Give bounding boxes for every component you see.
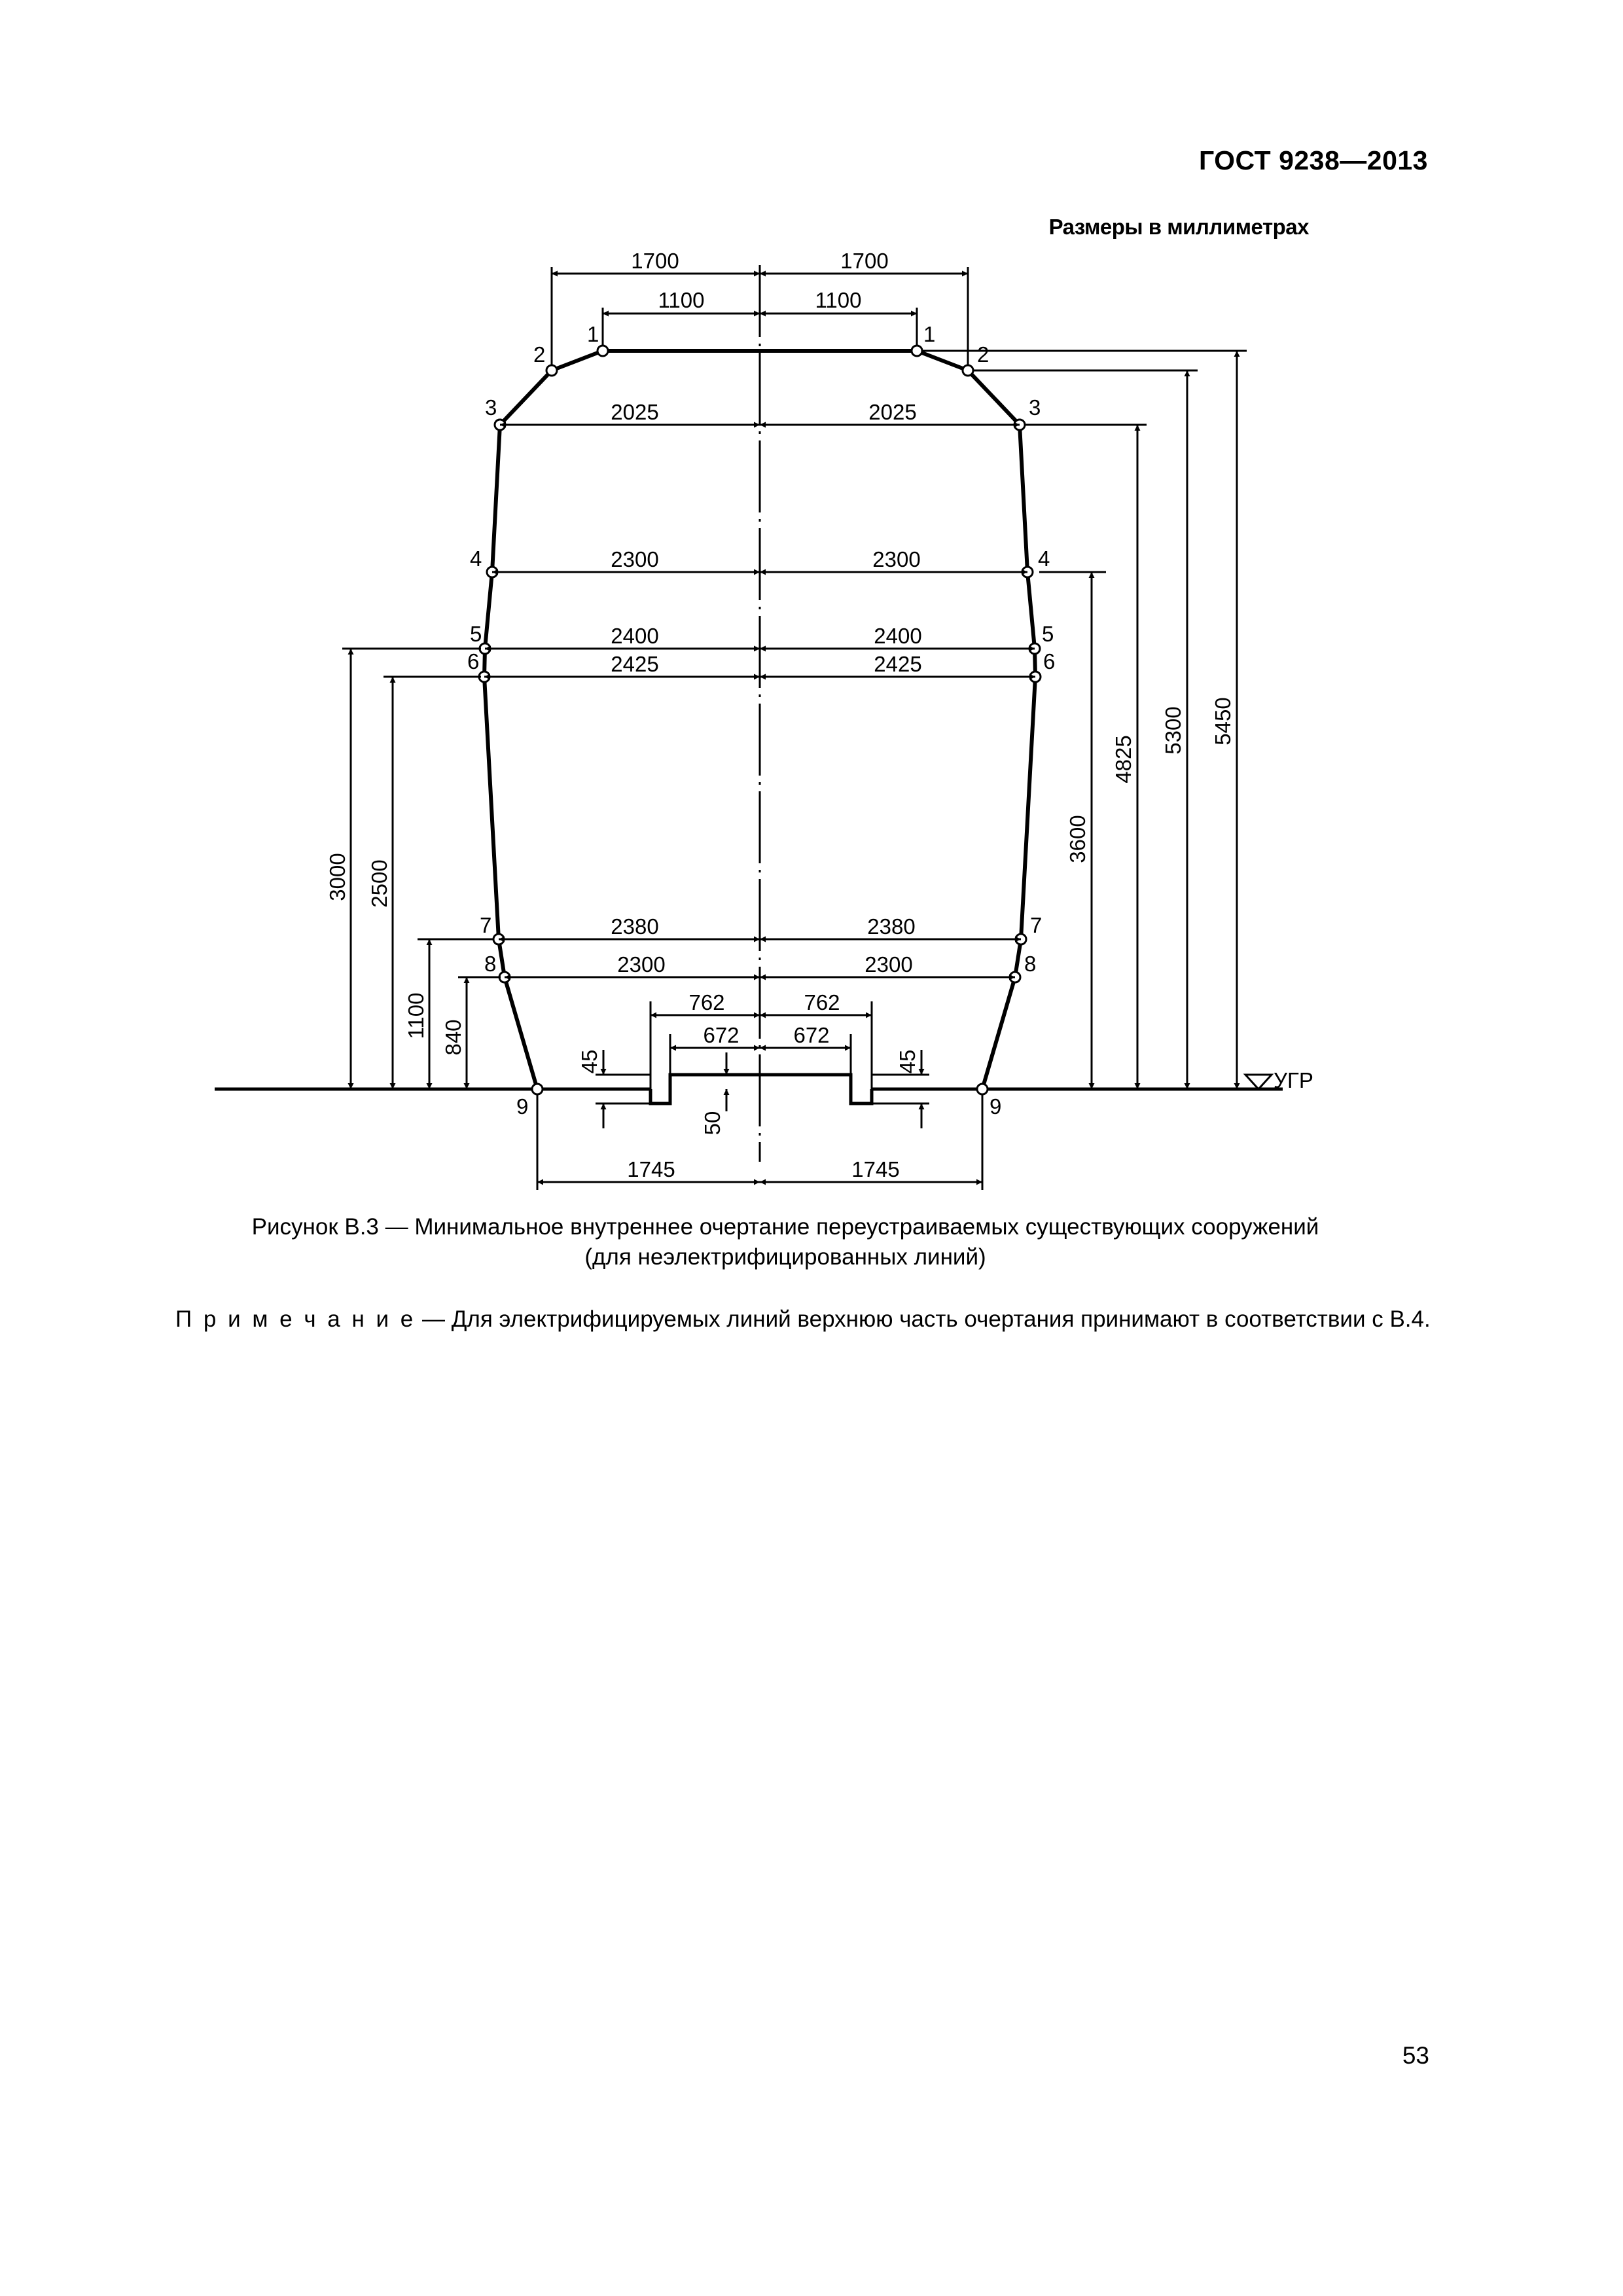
dim-h-3000: 3000 [325, 853, 349, 901]
point-label: 6 [1043, 649, 1056, 673]
dim-h-840: 840 [441, 1019, 465, 1056]
dim-w5-left: 2400 [611, 624, 659, 648]
point-label: 7 [480, 913, 492, 937]
point-label: 2 [977, 342, 990, 367]
dim-h-5300: 5300 [1161, 706, 1185, 755]
note-text: — Для электрифицируемых линий верхнюю часть очертания принимают в соответствии с В.4. [416, 1306, 1431, 1332]
dim-w5-right: 2400 [874, 624, 922, 648]
dim-rail-outer-left: 762 [688, 990, 725, 1014]
figure-caption-subtitle: (для неэлектрифицированных линий) [584, 1244, 986, 1270]
page-number: 53 [1402, 2042, 1429, 2069]
point-label: 4 [1038, 547, 1050, 571]
point-label: 8 [1024, 952, 1037, 976]
dim-top-outer-left: 1700 [631, 249, 679, 273]
dim-h-3600: 3600 [1065, 815, 1090, 863]
point-label: 1 [923, 322, 936, 346]
figure-caption: Рисунок В.3 — Минимальное внутреннее очертание переустраиваемых существующих сооружений [251, 1214, 1319, 1240]
dim-w4-left: 2300 [611, 547, 659, 571]
dim-h-1100: 1100 [404, 992, 428, 1039]
standard-header: ГОСТ 9238—2013 [1198, 145, 1428, 175]
point-label: 3 [1029, 395, 1041, 420]
dim-w3-right: 2025 [868, 400, 917, 424]
point-label: 1 [587, 322, 599, 346]
dim-h-45-right: 45 [895, 1049, 919, 1074]
dim-base-left: 1745 [627, 1157, 675, 1181]
point-label: 9 [990, 1094, 1002, 1119]
dim-h-4825: 4825 [1111, 735, 1135, 783]
dim-h-5450: 5450 [1211, 697, 1235, 745]
dim-top-inner-right: 1100 [815, 288, 862, 312]
dim-w4-right: 2300 [872, 547, 921, 571]
point-label: 2 [533, 342, 546, 367]
note-label: П р и м е ч а н и е [175, 1306, 416, 1332]
ground-level-marker [1245, 1075, 1272, 1089]
point-label: 3 [485, 395, 497, 420]
point-label: 4 [470, 547, 482, 571]
dim-w7-right: 2380 [867, 914, 916, 939]
dim-h-45-left: 45 [577, 1049, 601, 1074]
point-label: 5 [470, 622, 482, 646]
note-paragraph [122, 1304, 1444, 1334]
point-label: 9 [516, 1094, 529, 1119]
dim-rail-inner-left: 672 [703, 1023, 740, 1047]
point-label: 6 [467, 649, 480, 673]
dim-top-outer-right: 1700 [840, 249, 889, 273]
rail-recess [651, 1075, 872, 1103]
dim-rail-outer-right: 762 [804, 990, 840, 1014]
units-note: Размеры в миллиметрах [1048, 215, 1309, 239]
dim-top-inner-left: 1100 [658, 288, 705, 312]
point-label: 8 [484, 952, 497, 976]
dim-h-50: 50 [700, 1111, 724, 1136]
dim-w8-right: 2300 [865, 952, 913, 977]
dim-w6-left: 2425 [611, 652, 659, 676]
dim-rail-inner-right: 672 [793, 1023, 830, 1047]
dim-base-right: 1745 [851, 1157, 900, 1181]
point-label: 5 [1042, 622, 1054, 646]
dim-h-2500: 2500 [367, 859, 391, 908]
dim-w7-left: 2380 [611, 914, 659, 939]
dim-w3-left: 2025 [611, 400, 659, 424]
dim-w6-right: 2425 [874, 652, 922, 676]
point-label: 7 [1030, 913, 1043, 937]
ground-level-label: УГР [1274, 1068, 1313, 1092]
dim-w8-left: 2300 [617, 952, 666, 977]
